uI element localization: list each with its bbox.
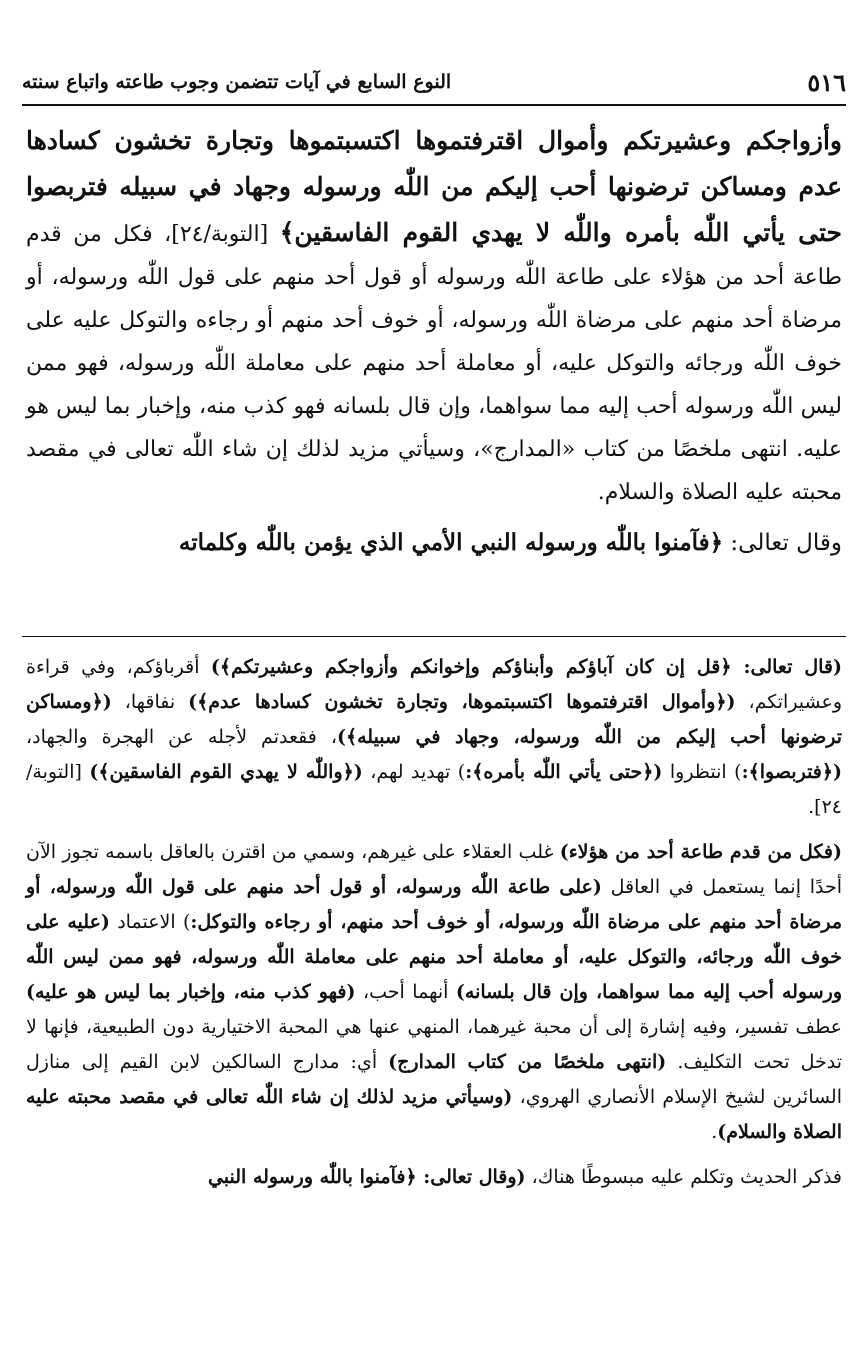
commentary-quote: (عليه على خوف اللّٰه ورجائه، والتوكل عليه، أو معاملة أحد منهم على معاملة اللّٰه ورسوله، فهو ممن ليس اللّٰه ورسوله أحب إليه مما سواهما، وإن قال بلسانه): [26, 911, 843, 1003]
commentary-quote: (وقال تعالى: ﴿فآمنوا باللّٰه ورسوله النبي: [207, 1166, 526, 1188]
commentary-note: ) انتظروا: [662, 761, 742, 783]
commentary-note: أقرباؤكم، وفي قراءة وعشيراتكم،: [26, 656, 842, 713]
commentary-note: نفاقها،: [111, 691, 189, 713]
page-number: ٥١٦: [807, 67, 846, 97]
commentary-quote: (على طاعة اللّٰه ورسوله، أو قول أحد منهم على قول اللّٰه ورسوله، أو مرضاة أحد منهم على مرضاة اللّٰه ورسوله، أو خوف أحد منهم، أو رجاءه والتوكل:: [26, 876, 842, 933]
commentary-paragraph-2: [26, 835, 842, 1150]
commentary-quote: (﴿ومساكن ترضونها أحب إليكم من اللّٰه ورسوله، وجهاد في سبيله﴾): [26, 691, 842, 748]
commentary-note: أي: مدارج السالكين لابن القيم إلى منازل السائرين لشيخ الإسلام الأنصاري الهروي،: [26, 1051, 843, 1108]
explanation-paragraph: فكل من قدم طاعة أحد من هؤلاء على طاعة اللّٰه ورسوله أو قول أحد منهم على قول اللّٰه ورسوله، أو مرضاة أحد منهم على مرضاة اللّٰه ورسوله، أو خوف أحد منهم أو رجاءه والتوكل عليه على خوف اللّٰه ورجائه والتوكل عليه، أو معاملة أحد منهم على معاملة اللّٰه ورسوله، فهو ممن ليس اللّٰه ورسوله أحب إليه مما سواهما، وإن قال بلسانه فهو كذب منه، وإخبار بما ليس هو عليه. انتهى ملخصًا من كتاب «المدارج»، وسيأتي مزيد لذلك إن شاء اللّٰه تعالى في مقصد محبته عليه الصلاة والسلام.: [26, 222, 842, 505]
commentary-citation: [التوبة/٢٤].: [26, 761, 842, 818]
page-header: [22, 60, 846, 106]
commentary-note: أنهما أحب،: [355, 981, 456, 1003]
commentary-quote: (قال تعالى: ﴿قل إن كان آباؤكم وأبناؤكم وإخوانكم وأزواجكم وعشيرتكم﴾): [210, 656, 842, 678]
commentary-note: ، فقعدتم لأجله عن الهجرة والجهاد،: [26, 726, 337, 748]
commentary-note: غلب العقلاء على غيرهم، وسمي من اقترن بالعاقل باسمه تجوز الآن أحدًا إنما يستعمل في العاقل: [26, 841, 842, 898]
commentary-quote: (وسيأتي مزيد لذلك إن شاء اللّٰه تعالى في مقصد محبته عليه الصلاة والسلام): [26, 1086, 842, 1143]
commentary-note: ) تهديد لهم،: [362, 761, 466, 783]
main-paragraph: [26, 118, 842, 514]
commentary-quote: (فكل من قدم طاعة أحد من هؤلاء): [559, 841, 842, 863]
commentary-quote: (﴿فتربصوا﴾:: [741, 761, 843, 783]
commentary-quote: (﴿واللّٰه لا يهدي القوم الفاسقين﴾): [89, 761, 363, 783]
footnote-divider: [22, 636, 846, 637]
next-verse-line: [26, 520, 842, 566]
main-text: [26, 118, 842, 566]
running-title: النوع السابع في آيات تتضمن وجوب طاعته واتباع سنته: [22, 71, 452, 93]
commentary-quote: (انتهى ملخصًا من كتاب المدارج): [388, 1051, 667, 1073]
commentary-note: عطف تفسير، وفيه إشارة إلى أن محبة غيرهما، المنهي عنها هي المحبة الاختيارية دون الطبيعية، فإنها لا تدخل تحت التكليف.: [26, 1016, 843, 1073]
commentary-quote: (فهو كذب منه، وإخبار بما ليس هو عليه): [26, 981, 356, 1003]
next-verse-text: ﴿فآمنوا باللّٰه ورسوله النبي الأمي الذي يؤمن باللّٰه وكلماته: [178, 529, 724, 556]
commentary-note: .: [711, 1121, 718, 1143]
commentary-note: ) الاعتماد: [109, 911, 191, 933]
commentary-quote: (﴿حتى يأتي اللّٰه بأمره﴾:: [465, 761, 663, 783]
commentary-paragraph-3: [26, 1160, 842, 1195]
verse-citation: [التوبة/٢٤]،: [152, 222, 280, 247]
commentary-note: فذكر الحديث وتكلم عليه مبسوطًا هناك،: [525, 1166, 842, 1188]
commentary-quote: (﴿وأموال اقترفتموها اكتسبتموها، وتجارة تخشون كسادها عدم﴾): [188, 691, 736, 713]
verse-continuation: وأزواجكم وعشيرتكم وأموال اقترفتموها اكتسبتموها وتجارة تخشون كسادها عدم ومساكن ترضونها أحب إليكم من اللّٰه ورسوله وجهاد في سبيله فتربصوا حتى يأتي اللّٰه بأمره واللّٰه لا يهدي القوم الفاسقين﴾: [26, 126, 842, 247]
commentary-paragraph-1: [26, 650, 842, 825]
commentary: [26, 650, 842, 1205]
next-verse-intro: وقال تعالى:: [723, 530, 842, 556]
